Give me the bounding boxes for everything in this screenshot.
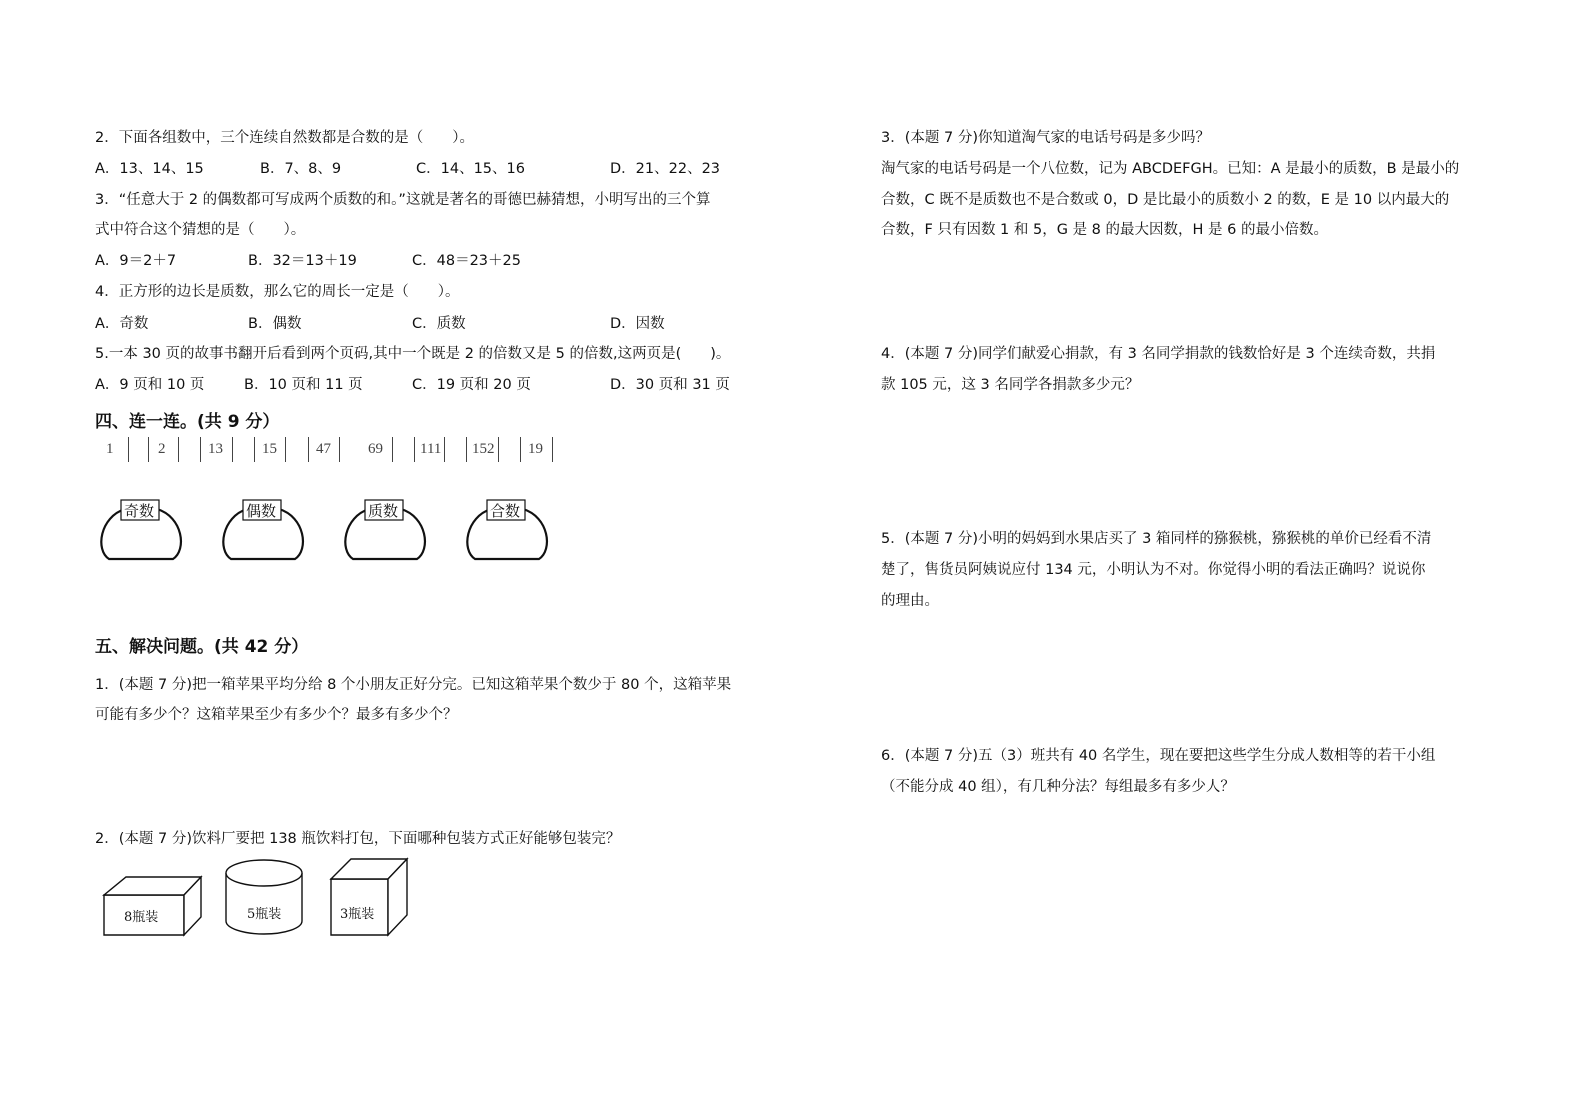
number-divider — [124, 437, 129, 462]
q4-option-a: A．奇数 — [95, 316, 149, 332]
q2-option-d: D．21、22、23 — [610, 161, 721, 177]
q2-option-b: B．7、8、9 — [260, 161, 342, 177]
bag-label-odd: 奇数 — [124, 502, 155, 520]
number-divider — [232, 437, 233, 462]
p4-line1: 4．(本题 7 分)同学们献爱心捐款，有 3 名同学捐款的钱数恰好是 3 个连续奇数，共捐 — [881, 346, 1436, 362]
p5-line1: 5．(本题 7 分)小明的妈妈到水果店买了 3 箱同样的猕猴桃，猕猴桃的单价已经看不清 — [881, 531, 1432, 547]
number-item: 2 — [158, 441, 166, 457]
q2-stem: 2．下面各组数中，三个连续自然数都是合数的是（ ）。 — [95, 130, 474, 146]
q2-option-a: A．13、14、15 — [95, 161, 204, 177]
box-label-8: 8瓶装 — [124, 910, 159, 925]
number-divider — [339, 437, 340, 462]
number-divider — [200, 437, 201, 462]
number-divider — [552, 437, 553, 462]
p1-line1: 1．(本题 7 分)把一箱苹果平均分给 8 个小朋友正好分完。已知这箱苹果个数少于 80 个，这箱苹果 — [95, 677, 732, 693]
q5-option-a: A．9 页和 10 页 — [95, 377, 205, 393]
p3-line3: 合数，C 既不是质数也不是合数或 0，D 是比最小的质数小 2 的数，E 是 10 以内最大的 — [881, 192, 1450, 208]
p3-line1: 3．(本题 7 分)你知道淘气家的电话号码是多少吗？ — [881, 130, 1210, 146]
p3-line2: 淘气家的电话号码是一个八位数，记为 ABCDEFGH。已知：A 是最小的质数，B 是最小的 — [881, 161, 1460, 177]
q3-option-a: A．9＝2＋7 — [95, 253, 177, 269]
number-divider — [466, 437, 467, 462]
number-divider — [520, 437, 521, 462]
q2-option-c: C．14、15、16 — [416, 161, 525, 177]
bag-label-composite: 合数 — [490, 502, 521, 520]
q3-line1: 3．“任意大于 2 的偶数都可写成两个质数的和。”这就是著名的哥德巴赫猜想，小明写出的三个算 — [95, 192, 711, 208]
q3-option-c: C．48＝23＋25 — [412, 253, 521, 269]
q4-stem: 4．正方形的边长是质数，那么它的周长一定是（ ）。 — [95, 284, 460, 300]
number-divider — [285, 437, 286, 462]
p1-line2: 可能有多少个？这箱苹果至少有多少个？最多有多少个？ — [95, 707, 458, 723]
number-item: 13 — [208, 441, 223, 457]
number-divider — [178, 437, 179, 462]
box-label-5: 5瓶装 — [247, 907, 282, 922]
cylinder-5-top — [226, 860, 302, 886]
p5-line3: 的理由。 — [881, 593, 939, 609]
number-divider — [254, 437, 255, 462]
p6-line1: 6．(本题 7 分)五（3）班共有 40 名学生，现在要把这些学生分成人数相等的若干小组 — [881, 748, 1436, 764]
number-divider — [414, 437, 415, 462]
q5-stem: 5.一本 30 页的故事书翻开后看到两个页码,其中一个既是 2 的倍数又是 5 的倍数,这两页是( )。 — [95, 346, 731, 362]
p4-line2: 款 105 元，这 3 名同学各捐款多少元？ — [881, 377, 1140, 393]
p6-line2: （不能分成 40 组），有几种分法？每组最多有多少人？ — [881, 779, 1235, 795]
bag-label-even: 偶数 — [246, 502, 277, 520]
number-item: 111 — [420, 441, 442, 457]
number-item: 19 — [528, 441, 543, 457]
section4-title: 四、连一连。(共 9 分） — [95, 412, 280, 432]
number-item: 15 — [262, 441, 277, 457]
number-item: 152 — [472, 441, 495, 457]
p5-line2: 楚了，售货员阿姨说应付 134 元，小明认为不对。你觉得小明的看法正确吗？说说你 — [881, 562, 1426, 578]
p3-line4: 合数，F 只有因数 1 和 5，G 是 8 的最大因数，H 是 6 的最小倍数。 — [881, 222, 1328, 238]
q4-option-b: B．偶数 — [248, 316, 302, 332]
q4-option-c: C．质数 — [412, 316, 466, 332]
number-item: 47 — [316, 441, 331, 457]
q5-option-b: B．10 页和 11 页 — [244, 377, 363, 393]
box-label-3: 3瓶装 — [340, 907, 375, 922]
q5-option-c: C．19 页和 20 页 — [412, 377, 531, 393]
number-item: 69 — [368, 441, 383, 457]
number-divider — [148, 437, 149, 462]
q4-option-d: D．因数 — [610, 316, 665, 332]
number-divider — [498, 437, 499, 462]
q3-option-b: B．32＝13＋19 — [248, 253, 357, 269]
bag-label-prime: 质数 — [368, 502, 399, 520]
number-item: 1 — [106, 441, 114, 457]
p2-line1: 2．(本题 7 分)饮料厂要把 138 瓶饮料打包，下面哪种包装方式正好能够包装完？ — [95, 831, 621, 847]
q3-line2: 式中符合这个猜想的是（ ）。 — [95, 222, 306, 238]
packaging-shapes — [95, 855, 415, 945]
section5-title: 五、解决问题。(共 42 分） — [95, 637, 309, 657]
number-divider — [444, 437, 445, 462]
number-divider — [392, 437, 393, 462]
q5-option-d: D．30 页和 31 页 — [610, 377, 730, 393]
number-divider — [308, 437, 309, 462]
